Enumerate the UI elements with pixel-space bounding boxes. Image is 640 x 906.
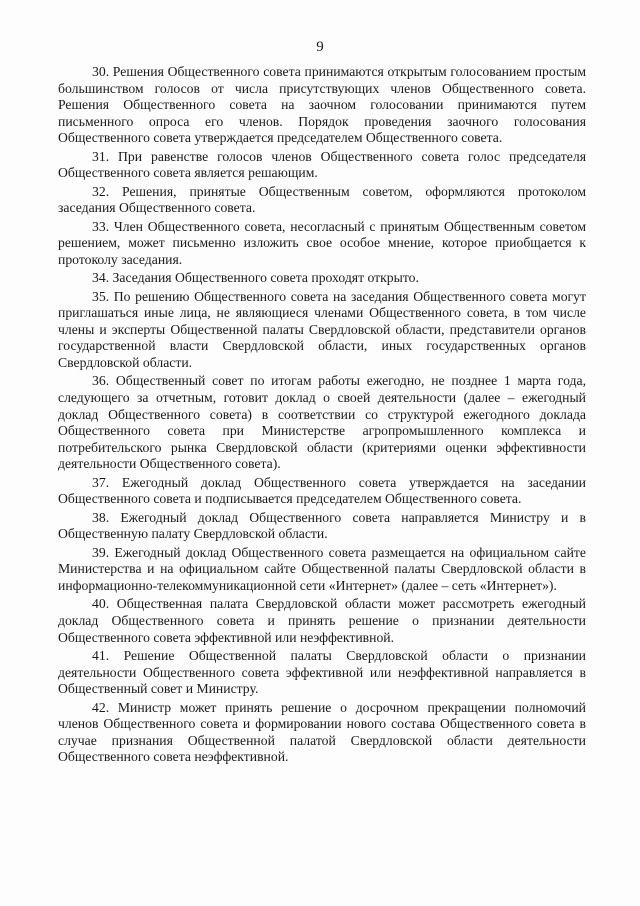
- paragraph: 41. Решение Общественной палаты Свердловской области о признании деятельности Общественного совета эффективной или неэффективной направляется в Общественный совет и Министру.: [58, 647, 586, 697]
- paragraph: 30. Решения Общественного совета принимаются открытым голосованием простым большинством голосов от числа присутствующих членов Общественного совета. Решения Общественного совета на заочном голосовании принимаются путем письменного опроса его членов. Порядок проведения заочного голосования Общественного совета утверждается председателем Общественного совета.: [58, 64, 586, 146]
- paragraph: 34. Заседания Общественного совета проходят открыто.: [92, 270, 419, 286]
- paragraph: 38. Ежегодный доклад Общественного совета направляется Министру и в Общественную палату Свердловской области.: [58, 509, 586, 542]
- paragraph: 40. Общественная палата Свердловской области может рассмотреть ежегодный доклад Общественного совета и принять решение о признании деятельности Общественного совета эффективной или неэффективной.: [58, 596, 586, 645]
- paragraph: 33. Член Общественного совета, несогласный с принятым Общественным советом решением, может письменно изложить свое особое мнение, которое приобщается к протоколу заседания.: [58, 218, 586, 267]
- paragraph: 37. Ежегодный доклад Общественного совета утверждается на заседании Общественного совета и подписывается председателем Общественного совета.: [58, 474, 586, 507]
- page-number: 9: [316, 39, 324, 55]
- paragraph: 39. Ежегодный доклад Общественного совета размещается на официальном сайте Министерства и на официальном сайте Общественной палаты Свердловской области в информационно-телекоммуникационной сети «Интернет» (далее – сеть «Интернет»).: [58, 544, 586, 593]
- paragraph: 35. По решению Общественного совета на заседания Общественного совета могут приглашаться иные лица, не являющиеся членами Общественного совета, в том числе члены и эксперты Общественной палаты Свердловской области, представители органов государственной власти Свердловской области, иных государственных органов Свердловской области.: [58, 288, 586, 371]
- paragraph: 32. Решения, принятые Общественным советом, оформляются протоколом заседания Общественного совета.: [58, 183, 586, 216]
- paragraph: 42. Министр может принять решение о досрочном прекращении полномочий членов Общественного совета и формировании нового состава Общественного совета в случае признания Общественной палатой Свердловской области деятельности Общественного совета неэффективной.: [58, 699, 586, 765]
- paragraph: 36. Общественный совет по итогам работы ежегодно, не позднее 1 марта года, следующего за отчетным, готовит доклад о своей деятельности (далее – ежегодный доклад Общественного совета) в соответствии со структурой ежегодного доклада Общественного совета при Министерстве агропромышленного комплекса и потребительского рынка Свердловской области (критериями оценки эффективности деятельности Общественного совета).: [58, 373, 586, 472]
- document-body: [58, 64, 586, 768]
- paragraph: 31. При равенстве голосов членов Общественного совета голос председателя Общественного совета является решающим.: [58, 148, 586, 181]
